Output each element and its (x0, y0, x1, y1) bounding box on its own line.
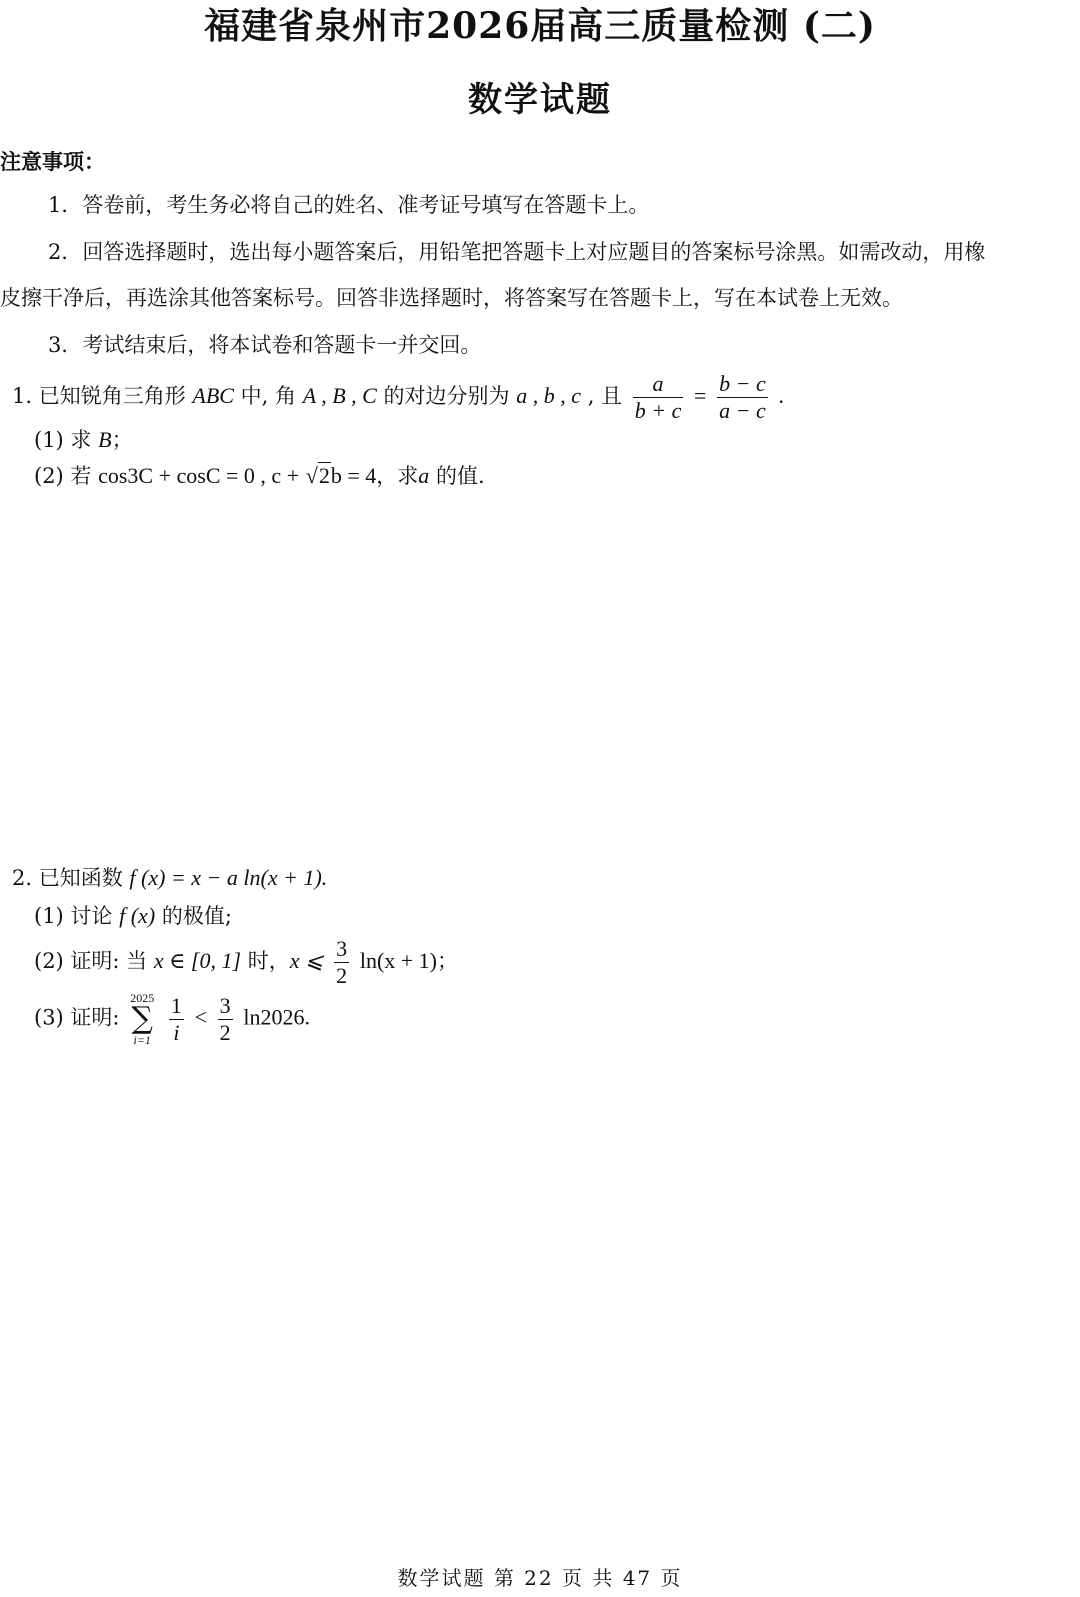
q2-p2-label: (2) 证明: 当 (34, 949, 148, 973)
q1-angles: A , B , C (302, 383, 377, 408)
q1-frac2-num: b − c (719, 371, 766, 396)
question-1-stem (12, 371, 784, 424)
q2-p3-less-than: < (194, 1004, 207, 1030)
page-title: 福建省泉州市2026届高三质量检测 (二) (204, 5, 876, 47)
q1-p2-expr2: b = 4 (330, 463, 377, 488)
q2-p2-frac-den: 2 (336, 963, 348, 988)
q1-mid: 中, 角 (240, 384, 297, 408)
notes-item-1: 1．答卷前，考生务必将自己的姓名、准考证号填写在答题卡上。 (48, 193, 650, 217)
sum-lower-limit: i=1 (133, 1033, 151, 1047)
q1-sides: a , b , c (516, 383, 581, 408)
q2-p3-frac2-num: 3 (219, 992, 231, 1018)
q2-part-2 (34, 936, 458, 989)
q2-p3-fraction-1 (169, 993, 184, 1046)
q1-triangle: ABC (192, 383, 234, 408)
q1-part-2 (34, 461, 485, 491)
q1-mid2: 的对边分别为 (383, 384, 510, 408)
notes-heading: 注意事项： (0, 149, 105, 174)
q1-frac1-den: b + c (634, 398, 682, 423)
q2-p2-cond: x ∈ [0, 1] (153, 948, 242, 973)
notes-item-3: 3．考试结束后，将本试卷和答题卡一并交回。 (48, 333, 482, 357)
q1-fraction-left (633, 371, 684, 424)
page-subtitle: 数学试题 (468, 80, 612, 120)
q1-p2-var: a (418, 463, 430, 488)
notes-item-2-line-1: 2．回答选择题时，选出每小题答案后，用铅笔把答题卡上对应题目的答案标号涂黑。如需改动，用橡 (48, 240, 986, 264)
q1-p2-label: (2) 若 (34, 464, 92, 488)
q2-p3-frac-den: i (169, 1019, 184, 1046)
q1-period: . (778, 383, 784, 408)
q1-frac2-den: a − c (719, 398, 766, 423)
q1-cond: , 且 (587, 384, 623, 408)
q1-frac1-num: a (652, 371, 664, 396)
q1-p2-tail: 的值. (435, 464, 485, 488)
q2-p1-label: (1) 讨论 (34, 904, 113, 928)
q2-p2-fraction (334, 936, 349, 989)
q2-p3-rhs: ln2026. (243, 1004, 310, 1030)
q1-p1-end: ； (111, 428, 133, 452)
question-2-stem (12, 863, 327, 893)
page-footer: 数学试题 第 22 页 共 47 页 (397, 1566, 683, 1590)
summation (130, 992, 154, 1046)
sqrt-icon: √ (305, 463, 318, 488)
sigma-icon: ∑ (131, 1001, 153, 1036)
q1-fraction-right (717, 371, 768, 424)
q1-p2-sqrt: 2 (318, 463, 330, 488)
q2-p2-lhs: x ⩽ (289, 948, 324, 973)
q2-p2-mid: 时， (247, 949, 290, 973)
q2-p3-label: (3) 证明: (34, 1005, 120, 1030)
q2-prefix: 2. 已知函数 (12, 866, 123, 890)
q1-p2-expr1: cos3C + cosC = 0 , c + (98, 463, 300, 488)
q2-p3-frac2-den: 2 (219, 1019, 231, 1045)
q2-part-1 (34, 901, 232, 931)
q2-function: f (x) = x − a ln(x + 1). (129, 865, 328, 890)
q2-part-3 (34, 992, 310, 1046)
q2-p2-rhs: ln(x + 1) (359, 948, 437, 973)
q2-p3-fraction-2 (218, 993, 233, 1046)
q1-p2-end: ，求 (376, 464, 419, 488)
q2-p3-frac-num: 1 (170, 992, 182, 1018)
q1-p1-var: B (98, 427, 112, 452)
q2-p2-frac-num: 3 (336, 936, 348, 961)
q2-p1-func: f (x) (119, 903, 156, 928)
notes-item-2-line-2: 皮擦干净后，再选涂其他答案标号。回答非选择题时，将答案写在答题卡上，写在本试卷上无效。 (0, 286, 903, 310)
q1-prefix: 1. 已知锐角三角形 (12, 384, 186, 408)
q2-p1-tail: 的极值; (161, 904, 232, 928)
q1-p1-label: (1) 求 (34, 428, 92, 452)
q1-part-1 (34, 425, 133, 455)
q2-p2-end: ； (437, 949, 458, 973)
sum-upper-limit: 2025 (130, 991, 155, 1005)
q1-equals: = (694, 383, 707, 408)
